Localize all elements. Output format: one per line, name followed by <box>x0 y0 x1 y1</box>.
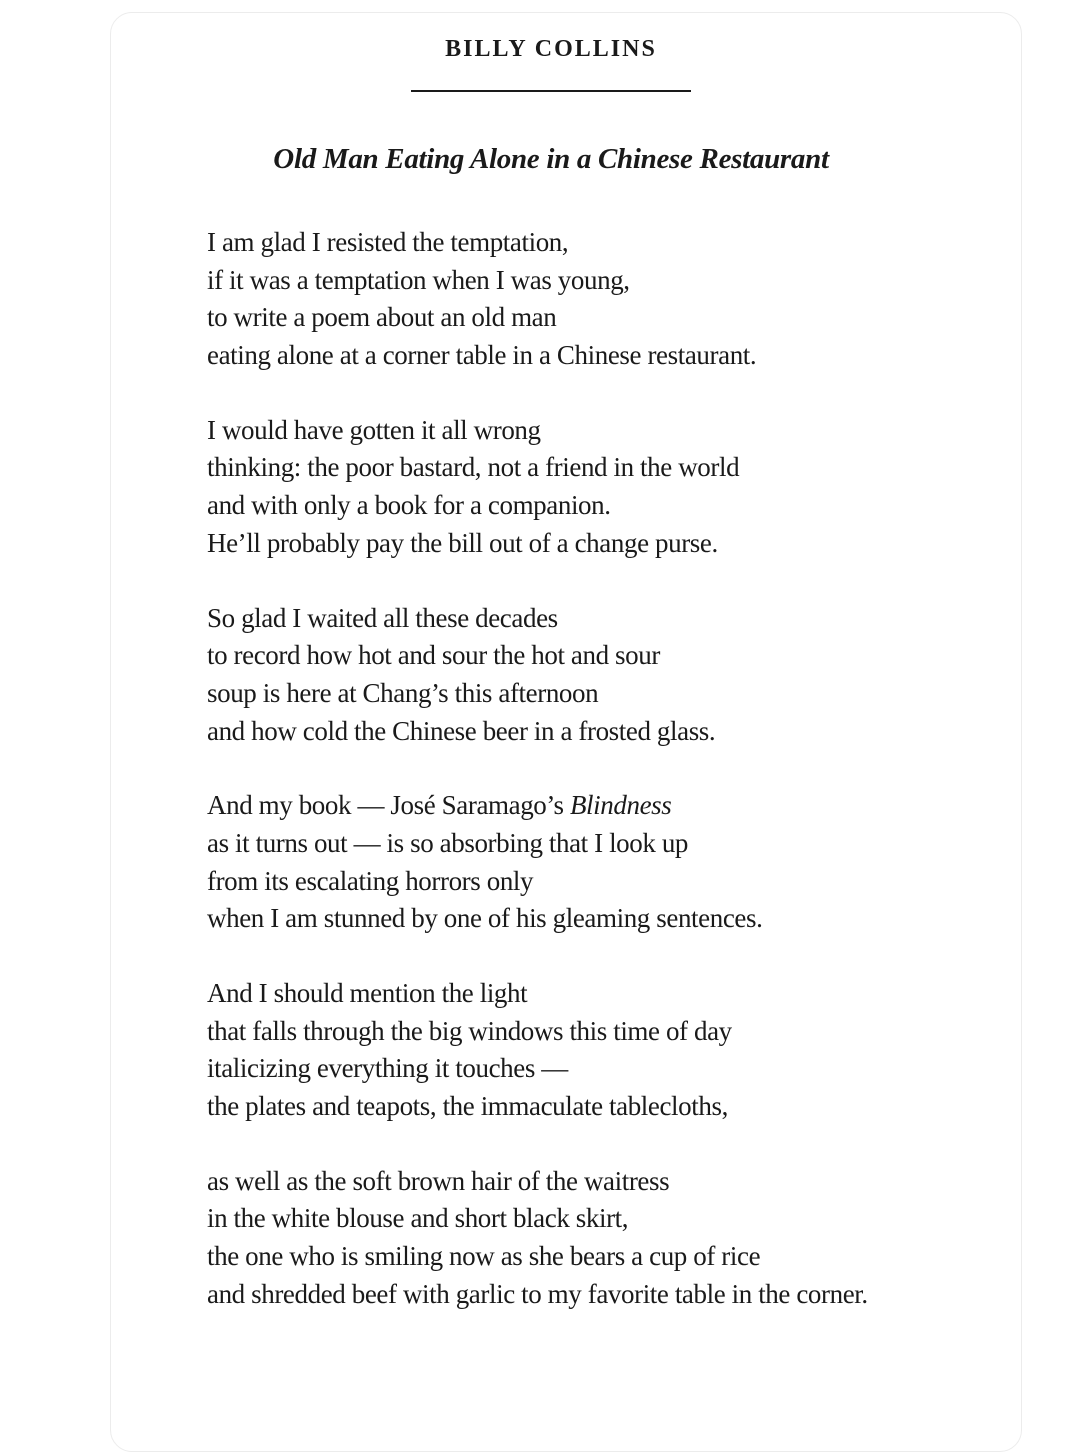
poem-line: the plates and teapots, the immaculate tablecloths, <box>207 1091 728 1122</box>
poem-line: when I am stunned by one of his gleaming sentences. <box>207 903 763 934</box>
poem-line: I am glad I resisted the temptation, <box>207 227 569 257</box>
stanza-4 <box>207 787 1007 938</box>
poem-line: in the white blouse and short black skirt, <box>207 1203 629 1234</box>
stanza-3 <box>207 600 1007 751</box>
poem-line: soup is here at Chang’s this afternoon <box>207 677 599 708</box>
poem-line: thinking: the poor bastard, not a friend in the world <box>207 452 740 483</box>
poem-body <box>207 224 1007 1351</box>
running-head-author: BILLY COLLINS <box>445 36 657 62</box>
poem-line: as well as the soft brown hair of the waitress <box>207 1165 670 1196</box>
poem-title: Old Man Eating Alone in a Chinese Restaurant <box>273 143 829 175</box>
poem-line: as it turns out — is so absorbing that I look up <box>207 827 689 858</box>
poem-line: and how cold the Chinese beer in a frosted glass. <box>207 715 716 746</box>
poem-line: So glad I waited all these decades <box>207 602 558 633</box>
stanza-2 <box>207 412 1007 563</box>
poem-line: He’ll probably pay the bill out of a change purse. <box>207 527 718 558</box>
poem-line: to write a poem about an old man <box>207 302 557 333</box>
book-title-italic: Blindness <box>569 790 672 821</box>
poem-line: and with only a book for a companion. <box>207 490 611 521</box>
poem-line: And my book — José Saramago’s Blindness <box>207 790 672 821</box>
poem-line: from its escalating horrors only <box>207 865 534 896</box>
poem-line: the one who is smiling now as she bears a cup of rice <box>207 1241 761 1272</box>
poem-line: And I should mention the light <box>207 978 528 1008</box>
poem-line: if it was a temptation when I was young, <box>207 264 630 295</box>
stanza-6 <box>207 1163 1007 1314</box>
poem-line: to record how hot and sour the hot and sour <box>207 640 660 671</box>
header-rule <box>411 90 691 92</box>
poem-line: I would have gotten it all wrong <box>207 414 541 445</box>
poem-line: and shredded beef with garlic to my favorite table in the corner. <box>207 1278 868 1309</box>
poem-line: that falls through the big windows this time of day <box>207 1015 732 1046</box>
poem-line: italicizing everything it touches — <box>207 1053 568 1084</box>
stanza-1 <box>207 224 1007 375</box>
poem-line: eating alone at a corner table in a Chinese restaurant. <box>207 340 757 371</box>
stanza-5 <box>207 975 1007 1126</box>
